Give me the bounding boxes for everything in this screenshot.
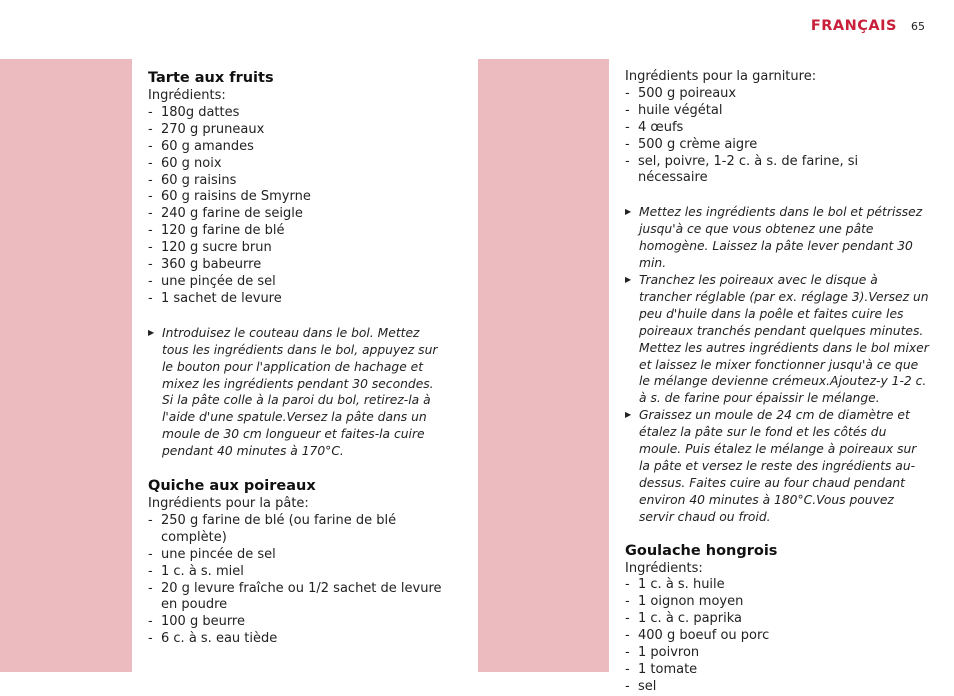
instruction-step: [148, 325, 448, 460]
right-triangle-icon: ▶: [625, 207, 632, 217]
ingredient-item: - 60 g raisins: [148, 173, 448, 190]
recipe-goulache-hongrois: [625, 542, 930, 696]
instruction-text: Tranchez les poireaux avec le disque à trancher réglable (par ex. réglage 3).Versez un peu d'huile dans la poêle et faites cuire les poireaux tranchés pendant quelques minutes. Mettez les autres ingrédients dans le bol mixer et laissez le mixer fonctionner jusqu'à ce que le mélange devienne crémeux.Ajoutez-y 1-2 c. à s. de farine pour épaissir le mélange.: [639, 272, 929, 406]
ingredient-item: - 20 g levure fraîche ou 1/2 sachet de levure en poudre: [148, 581, 448, 615]
left-column: [148, 69, 448, 648]
recipe-title: Goulache hongrois: [625, 542, 778, 559]
ingredient-item: - une pincée de sel: [148, 547, 448, 564]
page-number: 65: [911, 20, 925, 33]
recipe-quiche-continued: [625, 69, 930, 526]
ingredient-item: - 500 g crème aigre: [625, 137, 930, 154]
recipe-quiche-aux-poireaux: [148, 477, 448, 648]
ingredient-list: [148, 105, 448, 308]
ingredient-item: - 60 g amandes: [148, 139, 448, 156]
ingredient-item: - 1 c. à c. paprika: [625, 611, 930, 628]
instruction-step: [625, 204, 930, 272]
right-triangle-icon: ▶: [148, 327, 155, 337]
left-margin-band: [0, 59, 132, 672]
ingredient-item: - 6 c. à s. eau tiède: [148, 631, 448, 648]
right-triangle-icon: ▶: [625, 274, 632, 284]
instruction-step: [625, 272, 930, 407]
ingredient-item: - 180g dattes: [148, 105, 448, 122]
filling-ingredients-label: Ingrédients pour la garniture:: [625, 69, 817, 84]
ingredient-item: - 240 g farine de seigle: [148, 206, 448, 223]
instruction-step: [625, 407, 930, 525]
ingredient-item: - huile végétal: [625, 103, 930, 120]
right-triangle-icon: ▶: [625, 410, 632, 420]
recipe-title: Quiche aux poireaux: [148, 478, 316, 495]
ingredient-item: - 1 oignon moyen: [625, 594, 930, 611]
ingredient-item: - sel: [625, 679, 930, 696]
ingredient-item: - 1 poivron: [625, 645, 930, 662]
instruction-text: Graissez un moule de 24 cm de diamètre et étalez la pâte sur le fond et les côtés du moule. Puis étalez le mélange à poireaux sur la pâte et versez le reste des ingrédients au-dessus. Faites cuire au four chaud pendant environ 40 minutes à 180°C.Vous pouvez servir chaud ou froid.: [639, 408, 917, 524]
instruction-list: [148, 325, 448, 460]
ingredient-item: - 1 c. à s. miel: [148, 564, 448, 581]
instruction-text: Introduisez le couteau dans le bol. Mettez tous les ingrédients dans le bol, appuyez sur le bouton pour l'application de hachage et mixez les ingrédients pendant 30 secondes. Si la pâte colle à la paroi du bol, retirez-la à l'aide d'une spatule.Versez la pâte dans un moule de 30 cm longueur et faites-la cuire pendant 40 minutes à 170°C.: [162, 325, 438, 459]
ingredient-item: - 120 g farine de blé: [148, 223, 448, 240]
recipe-tarte-aux-fruits: [148, 69, 448, 460]
right-column: [625, 69, 930, 696]
ingredient-item: - 270 g pruneaux: [148, 122, 448, 139]
ingredient-list: [625, 86, 930, 187]
ingredient-item: - 250 g farine de blé (ou farine de blé complète): [148, 513, 448, 547]
recipe-title: Tarte aux fruits: [148, 70, 274, 86]
page-header: [811, 18, 925, 34]
ingredient-item: - 360 g babeurre: [148, 257, 448, 274]
language-label: FRANÇAIS: [810, 18, 897, 34]
center-margin-band: [478, 59, 609, 672]
ingredients-label: Ingrédients:: [625, 560, 703, 576]
dough-ingredients-label: Ingrédients pour la pâte:: [148, 496, 309, 512]
ingredient-item: - 120 g sucre brun: [148, 240, 448, 257]
ingredient-item: - 1 tomate: [625, 662, 930, 679]
ingredient-item: - 60 g raisins de Smyrne: [148, 189, 448, 206]
ingredients-label: Ingrédients:: [148, 88, 226, 103]
ingredient-item: - 60 g noix: [148, 156, 448, 173]
ingredient-item: - 100 g beurre: [148, 614, 448, 631]
ingredient-list: [148, 513, 448, 648]
ingredient-list: [625, 577, 930, 695]
instruction-text: Mettez les ingrédients dans le bol et pétrissez jusqu'à ce que vous obtenez une pâte homogène. Laissez la pâte lever pendant 30 min.: [639, 205, 923, 271]
ingredient-item: - une pinçée de sel: [148, 274, 448, 291]
ingredient-item: - 400 g boeuf ou porc: [625, 628, 930, 645]
instruction-list: [625, 204, 930, 525]
ingredient-item: - 500 g poireaux: [625, 86, 930, 103]
ingredient-item: - sel, poivre, 1-2 c. à s. de farine, si nécessaire: [625, 154, 930, 188]
ingredient-item: - 1 sachet de levure: [148, 291, 448, 308]
ingredient-item: - 4 œufs: [625, 120, 930, 137]
ingredient-item: - 1 c. à s. huile: [625, 577, 930, 594]
